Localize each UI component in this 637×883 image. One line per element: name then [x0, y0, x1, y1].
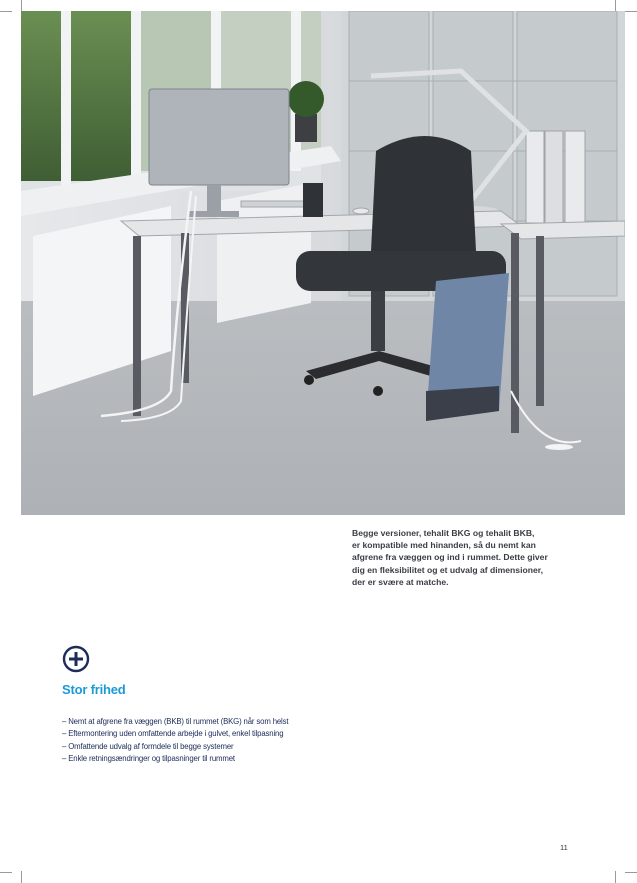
- crop-mark: [0, 872, 12, 873]
- feature-bullet-list: [62, 716, 288, 766]
- plus-circle-icon: [62, 645, 90, 673]
- crop-mark: [625, 872, 637, 873]
- feature-bullet: – Nemt at afgrene fra væggen (BKB) til rummet (BKG) når som helst: [62, 717, 289, 726]
- crop-mark: [0, 11, 12, 12]
- feature-bullet: – Enkle retningsændringer og tilpasninger til rummet: [62, 754, 235, 764]
- intro-paragraph: Begge versioner, tehalit BKG og tehalit BKB, er kompatible med hinanden, så du nemt kan afgrene fra væggen og ind i rummet. Dette giver dig en fleksibilitet og et udvalg af dimensioner, der er svære at matche.: [352, 528, 548, 587]
- crop-mark: [625, 11, 637, 12]
- feature-bullet: – Omfattende udvalg af formdele til begge systemer: [62, 741, 234, 751]
- office-photo: [21, 11, 625, 515]
- feature-bullet: – Eftermontering uden omfattende arbejde i gulvet, enkel tilpasning: [62, 729, 284, 739]
- crop-mark: [615, 871, 616, 883]
- feature-title: Stor frihed: [62, 682, 126, 697]
- crop-mark: [21, 871, 22, 883]
- page-number: 11: [560, 843, 568, 852]
